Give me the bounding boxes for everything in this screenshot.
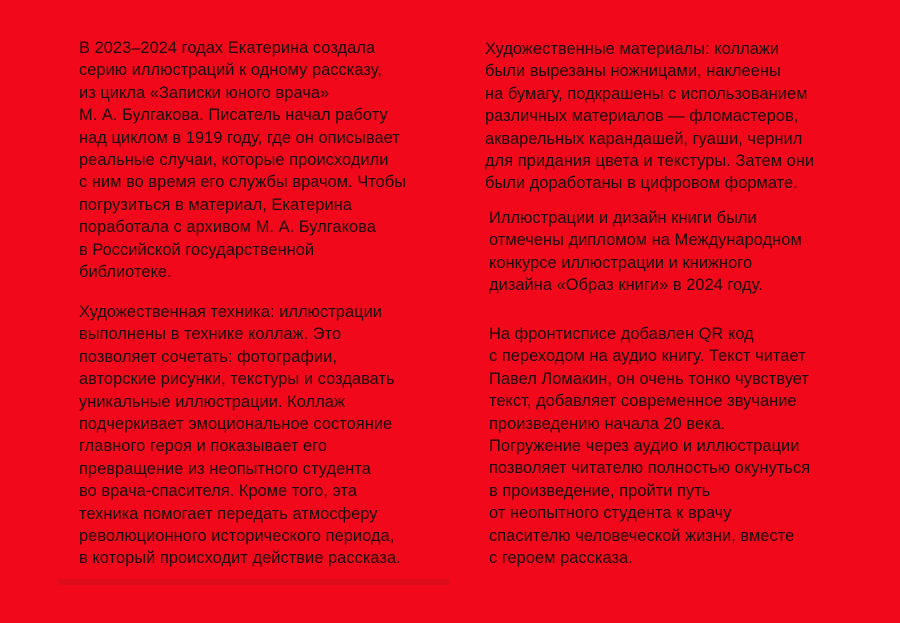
text-line: выполнены в технике коллаж. Это [79,325,342,344]
text-line: с ним во время его службы врачом. Чтобы [79,173,407,192]
text-line: различных материалов — фломастеров, [485,107,799,126]
text-line: серию иллюстраций к одному рассказу, [79,61,382,80]
text-line: из цикла «Записки юного врача» [79,83,330,102]
materials-paragraph [485,38,814,195]
text-line: спасителю человеческой жизни, вместе [489,526,795,545]
text-line: В 2023–2024 годах Екатерина создала [79,39,376,57]
text-line: конкурсе иллюстрации и книжного [489,253,753,272]
text-line: для придания цвета и текстуры. Затем они [485,152,815,171]
text-line: революционного исторического периода, [79,527,395,546]
text-line: Художественная техника: иллюстрации [79,303,382,321]
text-line: реальные случаи, которые происходили [79,151,389,170]
text-line: позволяет читателю полностью окунуться [489,459,811,478]
text-line: произведению начала 20 века. [489,414,726,433]
audiobook-paragraph [489,323,810,569]
text-line: в который происходит действие рассказа. [79,549,401,568]
text-line: с переходом на аудио книгу. Текст читает [489,347,806,366]
text-line: в Российской государственной [79,240,315,259]
text-line: Павел Ломакин, он очень тонко чувствует [489,369,809,388]
text-line: М. А. Булгакова. Писатель начал работу [79,106,388,125]
text-line: на бумагу, подкрашены с использованием [485,84,808,103]
intro-paragraph [79,37,406,283]
text-line: На фронтисписе добавлен QR код [489,325,754,343]
text-line: отмечены дипломом на Международном [489,231,802,250]
text-line: главного героя и показывает его [79,437,327,456]
bottom-divider [58,579,450,585]
text-line: в произведение, пройти путь [489,481,711,500]
text-line: техника помогает передать атмосферу [79,504,378,523]
text-line: подчеркивает эмоциональное состояние [79,415,393,434]
text-line: текст, добавляет современное звучание [489,392,797,411]
text-line: были доработаны в цифровом формате. [485,174,798,193]
text-line: поработала с архивом М. А. Булгакова [79,218,376,237]
text-line: над циклом в 1919 году, где он описывает [79,128,400,147]
text-line: с героем рассказа. [489,549,633,568]
text-line: погрузиться в материал, Екатерина [79,195,352,214]
text-line: во врача-спасителя. Кроме того, эта [79,482,358,501]
technique-paragraph [79,301,401,570]
text-line: авторские рисунки, текстуры и создавать [79,370,395,389]
text-line: библиотеке. [79,263,172,282]
award-paragraph [489,207,802,297]
text-line: дизайна «Образ книги» в 2024 году. [489,276,763,295]
text-line: были вырезаны ножницами, наклеены [485,62,781,81]
text-line: от неопытного студента к врачу [489,504,732,523]
text-line: Художественные материалы: коллажи [485,40,780,58]
text-line: уникальные иллюстрации. Коллаж [79,392,345,411]
text-line: превращение из неопытного студента [79,459,371,478]
text-line: Иллюстрации и дизайн книги были [489,209,757,227]
text-line: Погружение через аудио и иллюстрации [489,437,800,456]
text-line: акварельных карандашей, гуаши, чернил [485,129,803,148]
text-line: позволяет сочетать: фотографии, [79,347,337,366]
